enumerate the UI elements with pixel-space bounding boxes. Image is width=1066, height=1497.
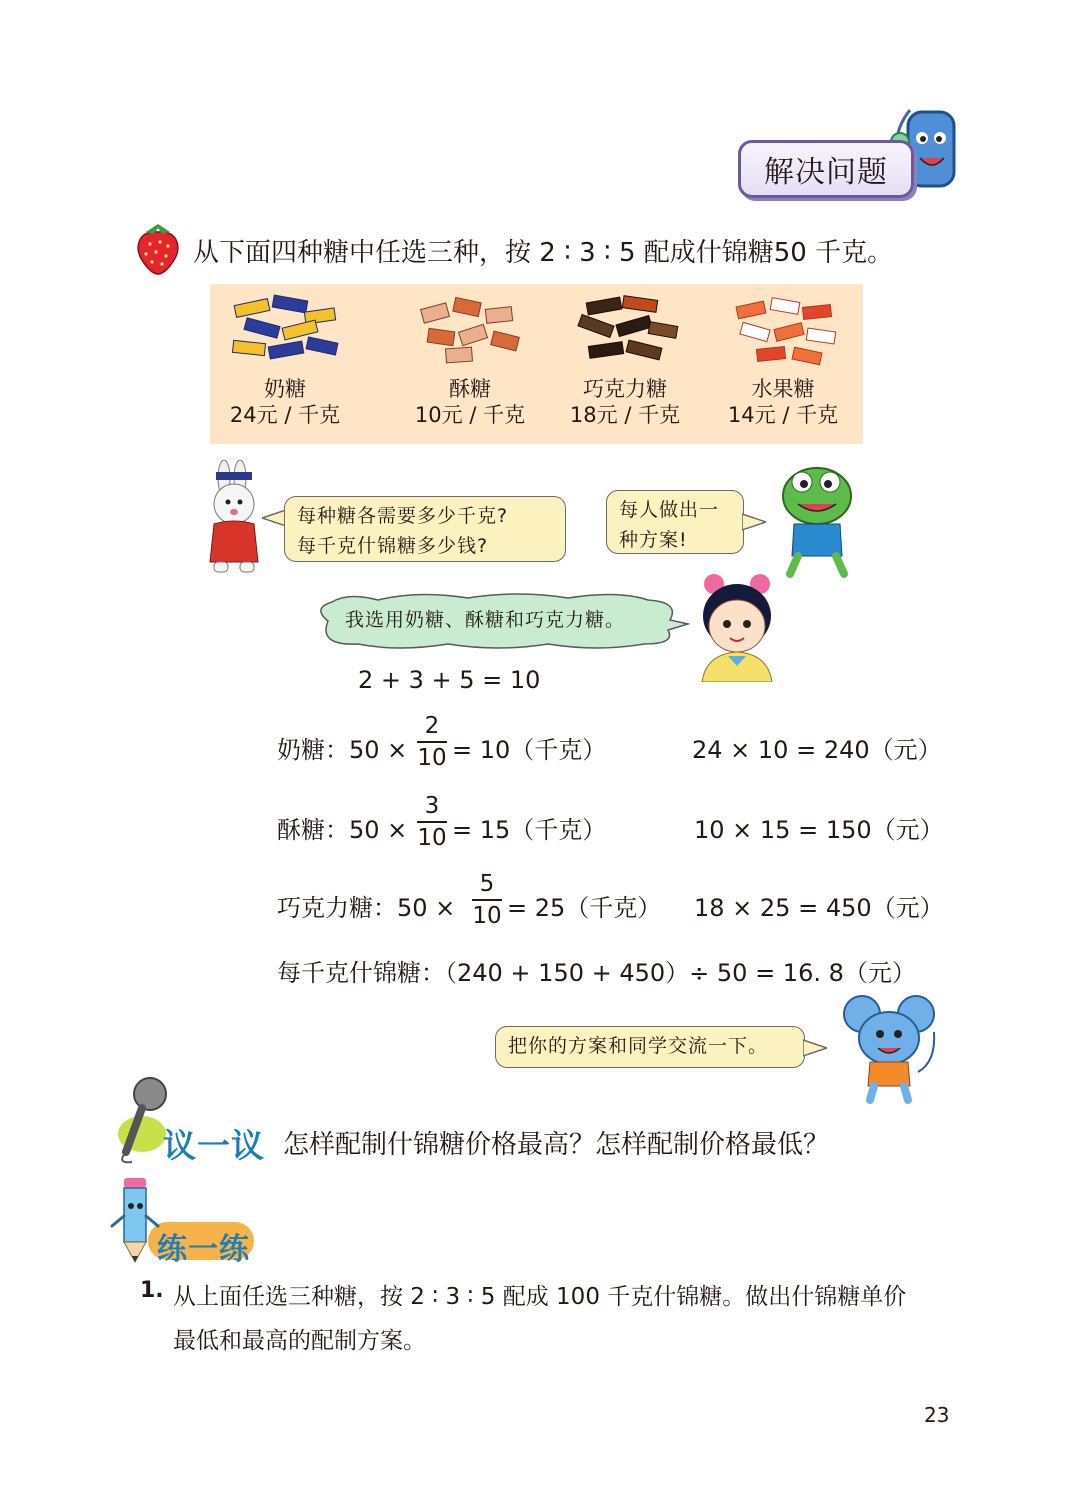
mouse-speech-bubble [495,1026,805,1068]
bubble-line: 把你的方案和同学交流一下。 [508,1035,769,1057]
bubble-tail [742,512,766,532]
crisp-calc-label: 酥糖：50 × [277,816,408,844]
chocolate-fraction [472,870,502,930]
candy-item-crisp [395,290,545,428]
strawberry-icon [132,220,184,276]
bubble-line: 每千克什锦糖多少钱? [297,535,489,557]
candy-name: 水果糖 [751,377,815,401]
fraction-numerator: 5 [479,871,495,897]
crisp-candy-icon [410,290,530,372]
chocolate-calc-label: 巧克力糖：50 × [277,894,456,922]
practice-label: 练一练 [157,1232,250,1267]
mouse-character-icon [840,992,940,1104]
bubble-line: 每种糖各需要多少千克? [297,505,509,527]
rabbit-character-icon [198,458,270,578]
fraction-bar [417,741,447,743]
fraction-denominator: 10 [417,744,447,771]
exercise-line: 最低和最高的配制方案。 [173,1328,426,1354]
fraction-denominator: 10 [417,824,447,851]
frog-character-icon [772,460,862,580]
exercise-number: 1. [140,1278,164,1303]
bubble-tail [262,508,286,528]
problem-statement: 从下面四种糖中任选三种，按 2 ∶ 3 ∶ 5 配成什锦糖50 千克。 [193,238,894,268]
chocolate-candy-icon [565,290,685,372]
exercise-line: 从上面任选三种糖，按 2 ∶ 3 ∶ 5 配成 100 千克什锦糖。做出什锦糖单价 [173,1284,907,1310]
fraction-bar [472,899,502,901]
candy-item-milk [210,290,360,428]
candy-price: 14元 / 千克 [727,403,839,427]
candy-item-fruit [708,290,858,428]
girl-speech-text: 我选用奶糖、酥糖和巧克力糖。 [345,609,626,631]
candy-panel [210,284,863,444]
ratio-sum: 2 + 3 + 5 = 10 [358,666,541,694]
fraction-numerator: 2 [424,713,440,739]
rabbit-speech-bubble [284,496,566,562]
candy-name: 酥糖 [449,377,491,401]
milk-weight-result: = 10（千克） [452,736,607,764]
candy-price: 18元 / 千克 [569,403,681,427]
fraction-bar [417,821,447,823]
discuss-label: 议一议 [163,1126,265,1165]
candy-name: 巧克力糖 [583,377,667,401]
fraction-denominator: 10 [472,902,502,929]
section-tag: 解决问题 [738,140,914,198]
bubble-line: 种方案! [619,529,688,551]
candy-price: 24元 / 千克 [229,403,341,427]
candy-price: 10元 / 千克 [414,403,526,427]
crisp-cost: 10 × 15 = 150（元） [694,816,944,844]
per-kg-price: 每千克什锦糖：（240 + 150 + 450）÷ 50 = 16. 8（元） [277,959,916,987]
candy-item-chocolate [550,290,700,428]
bubble-tail [803,1038,827,1058]
milk-candy-icon [225,290,345,372]
pencil-mascot-icon [110,1172,162,1266]
crisp-weight-result: = 15（千克） [452,816,607,844]
girl-character-icon [692,566,782,682]
discuss-question: 怎样配制什锦糖价格最高？怎样配制价格最低？ [283,1130,830,1160]
page-number: 23 [924,1403,950,1427]
chocolate-weight-result: = 25（千克） [507,894,662,922]
candy-name: 奶糖 [264,377,306,401]
fraction-numerator: 3 [424,793,440,819]
milk-fraction [417,712,447,772]
milk-cost: 24 × 10 = 240（元） [692,736,942,764]
bubble-line: 每人做出一 [619,499,720,521]
crisp-fraction [417,792,447,852]
fruit-candy-icon [723,290,843,372]
milk-calc-label: 奶糖：50 × [277,736,408,764]
chocolate-cost: 18 × 25 = 450（元） [694,894,944,922]
frog-speech-bubble [606,490,744,554]
